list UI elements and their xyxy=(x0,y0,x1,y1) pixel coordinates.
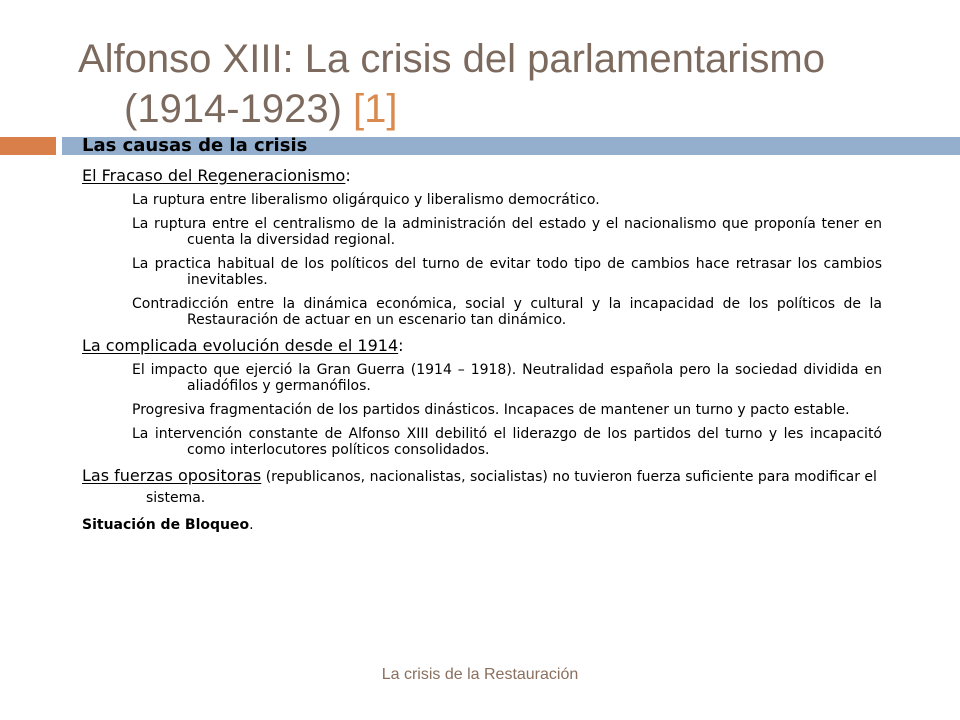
bullet-item: La ruptura entre liberalismo oligárquico y liberalismo democrático. xyxy=(132,192,600,208)
title-years: (1914-1923) xyxy=(124,87,354,131)
section-1-label: El Fracaso del Regeneracionismo xyxy=(82,166,346,185)
bullet-item: Progresiva fragmentación de los partidos dinásticos. Incapaces de mantener un turno y pacto estable. xyxy=(132,402,850,418)
bullet-item: La intervención constante de Alfonso XIII debilitó el liderazgo de los partidos del turno y les incapacitó como interlocutores políticos consolidados. xyxy=(132,426,882,458)
final-statement xyxy=(82,516,882,534)
accent-bar-orange xyxy=(0,137,56,155)
opposition-paragraph xyxy=(82,466,882,508)
section-1-title xyxy=(82,166,882,186)
final-suffix: . xyxy=(249,517,254,533)
section-2-suffix: : xyxy=(398,336,404,355)
title-line-2 xyxy=(78,84,938,134)
bullet-item: La practica habitual de los políticos del turno de evitar todo tipo de cambios hace retrasar los cambios inevitables. xyxy=(132,256,882,288)
section-2-label: La complicada evolución desde el 1914 xyxy=(82,336,399,355)
slide-title xyxy=(78,34,938,134)
title-reference: [1] xyxy=(353,87,398,131)
opposition-label: Las fuerzas opositoras xyxy=(82,466,262,485)
final-bold: Situación de Bloqueo xyxy=(82,517,250,533)
opposition-text: (republicanos, nacionalistas, socialistas) no tuvieron fuerza suficiente para modificar el sistema. xyxy=(146,469,877,506)
bullet-item: El impacto que ejerció la Gran Guerra (1914 – 1918). Neutralidad española pero la sociedad dividida en aliadófilos y germanófilos. xyxy=(132,362,882,394)
title-line-1: Alfonso XIII: La crisis del parlamentarismo xyxy=(78,37,825,81)
section-2-title xyxy=(82,336,882,356)
slide-content xyxy=(82,166,882,534)
bullet-item: Contradicción entre la dinámica económica, social y cultural y la incapacidad de los políticos de la Restauración de actuar en un escenario tan dinámico. xyxy=(132,296,882,328)
section-heading: Las causas de la crisis xyxy=(82,135,308,156)
slide-footer: La crisis de la Restauración xyxy=(381,666,579,683)
section-1-suffix: : xyxy=(345,166,351,185)
bullet-item: La ruptura entre el centralismo de la administración del estado y el nacionalismo que proponía tener en cuenta la diversidad regional. xyxy=(132,216,882,248)
